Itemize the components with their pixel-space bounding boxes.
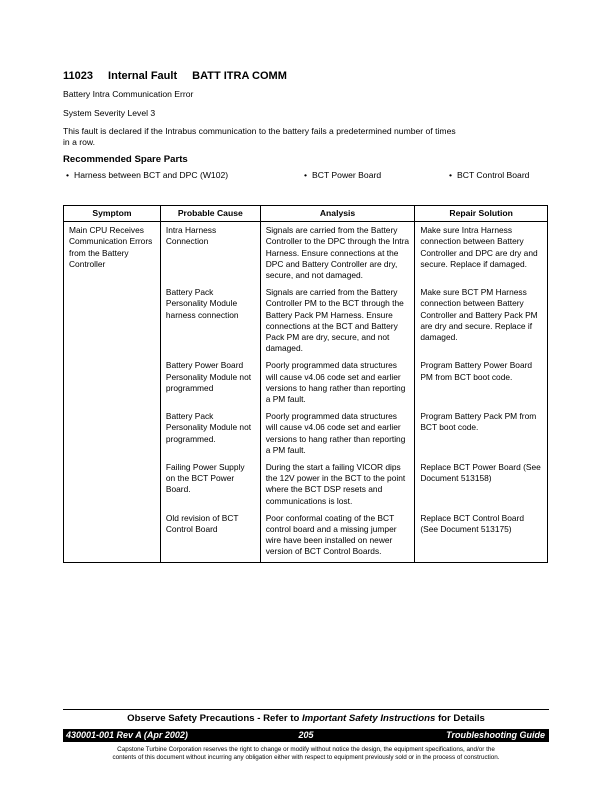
spare-part-item — [449, 170, 529, 180]
safety-instructions-reference: Important Safety Instructions — [302, 713, 436, 724]
document-id: 430001-001 Rev A (Apr 2002) — [66, 730, 188, 740]
repair-cell: Program Battery Pack PM from BCT boot code. — [415, 408, 548, 459]
safety-notice — [63, 713, 549, 724]
cause-cell: Battery Power Board Personality Module not programmed — [160, 357, 260, 408]
repair-cell: Make sure BCT PM Harness connection between Battery Controller and Battery Pack PM are dry and secure. Replace if damaged. — [415, 284, 548, 357]
footer-bar — [63, 729, 549, 742]
repair-cell: Make sure Intra Harness connection between Battery Controller and DPC are dry and secure. Replace if damaged. — [415, 222, 548, 285]
spare-part-item — [66, 170, 228, 180]
table-header-row — [64, 206, 548, 222]
cause-cell: Failing Power Supply on the BCT Power Board. — [160, 459, 260, 510]
severity-level: System Severity Level 3 — [63, 108, 156, 118]
analysis-cell: Poor conformal coating of the BCT control board and a missing jumper wire have been installed on newer version of BCT Control Boards. — [260, 510, 415, 562]
bullet-icon: • — [449, 170, 453, 180]
header-analysis: Analysis — [260, 206, 415, 222]
legal-line-2: contents of this document without incurring any obligation either with respect to equipment previously sold or in the process of construction. — [112, 754, 500, 761]
analysis-cell: Signals are carried from the Battery Controller PM to the BCT through the Battery Pack PM Harness. Ensure connections at the BCT and Battery Pack PM are dry, secure, and not damaged. — [260, 284, 415, 357]
bullet-icon: • — [304, 170, 308, 180]
analysis-cell: Poorly programmed data structures will cause v4.06 code set and earlier versions to hang rather than reporting a PM fault. — [260, 408, 415, 459]
spare-part-label: BCT Control Board — [457, 170, 530, 180]
fault-heading — [63, 70, 299, 82]
troubleshooting-table — [63, 205, 548, 563]
page-number: 205 — [298, 730, 314, 740]
header-symptom: Symptom — [64, 206, 161, 222]
fault-detail-line-2: in a row. — [63, 137, 96, 147]
fault-detail-line-1: This fault is declared if the Intrabus communication to the battery fails a predetermined number of times — [63, 126, 456, 136]
repair-cell: Replace BCT Power Board (See Document 513158) — [415, 459, 548, 510]
cause-cell: Battery Pack Personality Module harness connection — [160, 284, 260, 357]
bullet-icon: • — [66, 170, 70, 180]
analysis-cell: Signals are carried from the Battery Controller to the DPC through the Intra Harness. Ensure connections at the DPC and Battery Controller are dry, secure, and not damaged. — [260, 222, 415, 285]
cause-cell: Battery Pack Personality Module not programmed. — [160, 408, 260, 459]
repair-cell: Replace BCT Control Board (See Document 513175) — [415, 510, 548, 562]
table-row — [64, 222, 548, 285]
analysis-cell: During the start a failing VICOR dips the 12V power in the BCT to the point where the BCT DSP resets and communications is lost. — [260, 459, 415, 510]
fault-type: Internal Fault — [108, 70, 178, 82]
spare-part-item — [304, 170, 381, 180]
cause-cell: Old revision of BCT Control Board — [160, 510, 260, 562]
guide-title: Troubleshooting Guide — [446, 730, 545, 740]
fault-description: Battery Intra Communication Error — [63, 89, 194, 99]
spare-part-label: Harness between BCT and DPC (W102) — [74, 170, 229, 180]
footer-divider — [63, 709, 549, 710]
fault-code: 11023 — [63, 70, 93, 82]
safety-suffix: for Details — [435, 713, 485, 724]
cause-cell: Intra Harness Connection — [160, 222, 260, 285]
safety-prefix: Observe Safety Precautions - Refer to — [127, 713, 303, 724]
legal-notice — [63, 746, 549, 762]
fault-name: BATT ITRA COMM — [192, 70, 287, 82]
legal-line-1: Capstone Turbine Corporation reserves the right to change or modify without notice the design, the equipment specifications, and/or the — [117, 746, 495, 753]
analysis-cell: Poorly programmed data structures will cause v4.06 code set and earlier versions to hang rather than reporting a PM fault. — [260, 357, 415, 408]
spare-parts-title: Recommended Spare Parts — [63, 154, 188, 165]
header-repair-solution: Repair Solution — [415, 206, 548, 222]
header-probable-cause: Probable Cause — [160, 206, 260, 222]
repair-cell: Program Battery Power Board PM from BCT boot code. — [415, 357, 548, 408]
symptom-cell: Main CPU Receives Communication Errors from the Battery Controller — [64, 222, 161, 562]
spare-part-label: BCT Power Board — [312, 170, 382, 180]
